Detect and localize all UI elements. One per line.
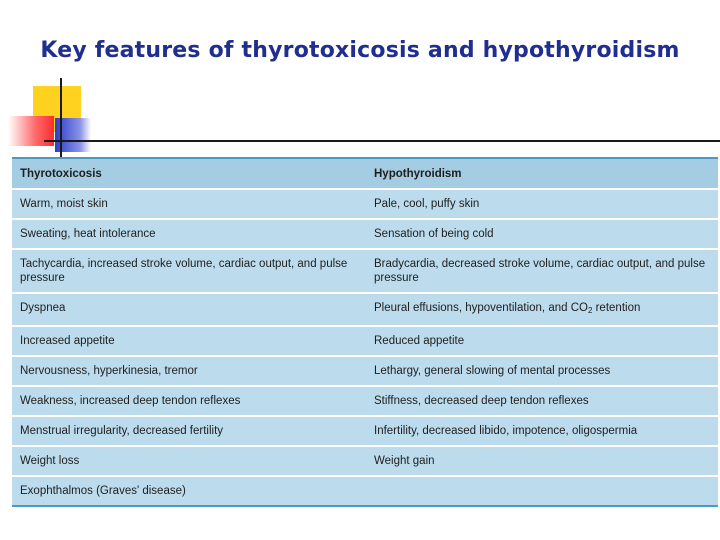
table-row — [12, 416, 718, 446]
table-row — [12, 293, 718, 326]
table-row — [12, 446, 718, 476]
cell-hypothyroidism: Reduced appetite — [366, 326, 718, 356]
cell-thyrotoxicosis: Warm, moist skin — [12, 189, 366, 219]
table-header-row — [12, 158, 718, 189]
cell-thyrotoxicosis: Exophthalmos (Graves' disease) — [12, 476, 366, 506]
cell-hypothyroidism — [366, 476, 718, 506]
cell-hypothyroidism: Lethargy, general slowing of mental processes — [366, 356, 718, 386]
table-row — [12, 189, 718, 219]
table-row — [12, 476, 718, 506]
cell-thyrotoxicosis: Weakness, increased deep tendon reflexes — [12, 386, 366, 416]
cell-text-prefix: Pleural effusions, hypoventilation, and CO — [374, 302, 588, 314]
cell-hypothyroidism — [366, 293, 718, 326]
table-row — [12, 219, 718, 249]
table-row — [12, 356, 718, 386]
cell-hypothyroidism: Bradycardia, decreased stroke volume, cardiac output, and pulse pressure — [366, 249, 718, 293]
cell-thyrotoxicosis: Menstrual irregularity, decreased fertility — [12, 416, 366, 446]
cell-thyrotoxicosis: Weight loss — [12, 446, 366, 476]
features-table — [12, 157, 718, 507]
cell-thyrotoxicosis: Increased appetite — [12, 326, 366, 356]
cell-thyrotoxicosis: Dyspnea — [12, 293, 366, 326]
slide-title: Key features of thyrotoxicosis and hypothyroidism — [40, 38, 680, 63]
decorative-horizontal-line — [44, 140, 720, 142]
cell-hypothyroidism: Pale, cool, puffy skin — [366, 189, 718, 219]
cell-hypothyroidism: Weight gain — [366, 446, 718, 476]
cell-hypothyroidism: Stiffness, decreased deep tendon reflexes — [366, 386, 718, 416]
subscript-2: 2 — [587, 306, 593, 315]
table-row — [12, 326, 718, 356]
cell-text-suffix: retention — [592, 302, 641, 314]
cell-thyrotoxicosis: Sweating, heat intolerance — [12, 219, 366, 249]
table-row — [12, 386, 718, 416]
cell-hypothyroidism: Infertility, decreased libido, impotence, oligospermia — [366, 416, 718, 446]
table-row — [12, 249, 718, 293]
header-thyrotoxicosis: Thyrotoxicosis — [12, 158, 366, 189]
decorative-vertical-line — [60, 78, 62, 158]
cell-thyrotoxicosis: Tachycardia, increased stroke volume, cardiac output, and pulse pressure — [12, 249, 366, 293]
cell-thyrotoxicosis: Nervousness, hyperkinesia, tremor — [12, 356, 366, 386]
header-hypothyroidism: Hypothyroidism — [366, 158, 718, 189]
cell-hypothyroidism: Sensation of being cold — [366, 219, 718, 249]
